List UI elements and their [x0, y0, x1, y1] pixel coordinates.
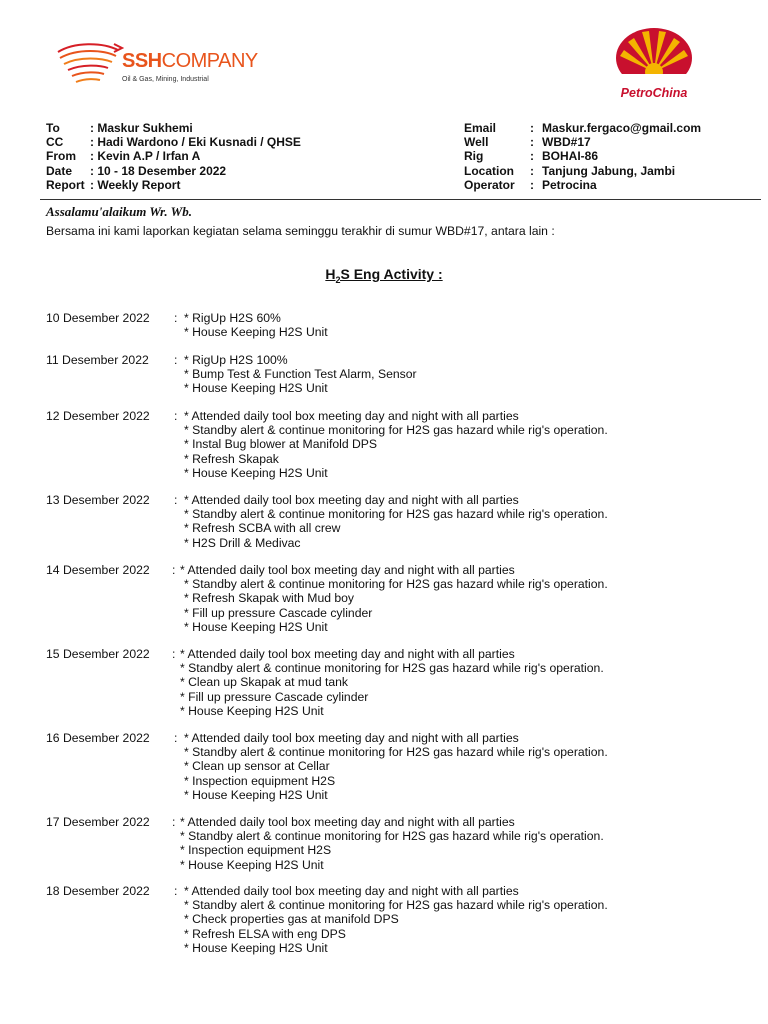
- activity-item: * Fill up pressure Cascade cylinder: [184, 605, 373, 620]
- activity-item: * Standby alert & continue monitoring for H2S gas hazard while rig's operation.: [180, 829, 604, 844]
- header-field-email: Email : Maskur.fergaco@gmail.com: [464, 121, 702, 135]
- activity-item: * Standby alert & continue monitoring for H2S gas hazard while rig's operation.: [184, 745, 608, 760]
- activity-list: [184, 409, 608, 480]
- day-date: 13 Desember 2022: [46, 493, 150, 507]
- activity-item: * Check properties gas at manifold DPS: [184, 912, 399, 927]
- petrochina-emblem-icon: [612, 28, 696, 88]
- ssh-company-wordmark: SSHCOMPANY: [122, 50, 258, 72]
- activity-item: * House Keeping H2S Unit: [184, 787, 328, 802]
- header-field-operator: Operator : Petrocina: [464, 177, 597, 192]
- activity-list: [180, 815, 604, 872]
- activity-item: * Refresh ELSA with eng DPS: [184, 926, 346, 941]
- activity-item: * Attended daily tool box meeting day and night with all parties: [180, 563, 515, 577]
- activity-list: [184, 493, 608, 550]
- activity-item: * Inspection equipment H2S: [180, 843, 332, 858]
- activity-item: * RigUp H2S 60%: [184, 311, 281, 325]
- activity-item: * Inspection equipment H2S: [184, 773, 336, 788]
- activity-item: * Attended daily tool box meeting day and night with all parties: [184, 493, 519, 507]
- activity-item: * House Keeping H2S Unit: [184, 619, 328, 634]
- header-field-date: Date : 10 - 18 Desember 2022: [46, 163, 227, 178]
- day-date: 14 Desember 2022: [46, 563, 150, 577]
- header-field-rig: Rig : BOHAI-86: [464, 149, 599, 164]
- activity-item: * Refresh SCBA with all crew: [184, 521, 341, 536]
- activity-item: * Attended daily tool box meeting day and night with all parties: [180, 815, 515, 829]
- activity-item: * Bump Test & Function Test Alarm, Sensor: [184, 367, 417, 382]
- activity-item: * Attended daily tool box meeting day and night with all parties: [180, 647, 515, 661]
- activity-item: * Standby alert & continue monitoring for H2S gas hazard while rig's operation.: [184, 577, 608, 592]
- activity-list: [184, 311, 328, 339]
- activity-item: * House Keeping H2S Unit: [184, 940, 328, 955]
- header-field-location: Location : Tanjung Jabung, Jambi: [464, 163, 676, 178]
- swirl-icon: [52, 38, 124, 94]
- day-date: 17 Desember 2022: [46, 815, 150, 829]
- greeting: Assalamu'alaikum Wr. Wb.: [46, 204, 192, 219]
- day-date: 18 Desember 2022: [46, 884, 150, 898]
- intro-text: Bersama ini kami laporkan kegiatan selama seminggu terakhir di sumur WBD#17, antara lain :: [46, 224, 555, 238]
- activity-item: * RigUp H2S 100%: [184, 353, 288, 367]
- day-date: 15 Desember 2022: [46, 647, 150, 661]
- day-date: 11 Desember 2022: [46, 353, 149, 367]
- activity-item: * House Keeping H2S Unit: [184, 465, 328, 480]
- activity-item: * Clean up sensor at Cellar: [184, 759, 330, 774]
- activity-item: * House Keeping H2S Unit: [184, 381, 328, 396]
- activity-list: [180, 647, 604, 718]
- day-date: 12 Desember 2022: [46, 409, 150, 423]
- activity-item: * H2S Drill & Medivac: [184, 535, 301, 550]
- activity-item: * Attended daily tool box meeting day and night with all parties: [184, 884, 519, 898]
- petrochina-wordmark: PetroChina: [620, 86, 688, 100]
- activity-item: * Standby alert & continue monitoring for H2S gas hazard while rig's operation.: [184, 898, 608, 913]
- activity-item: * House Keeping H2S Unit: [180, 703, 324, 718]
- activity-item: * House Keeping H2S Unit: [184, 325, 328, 340]
- section-title: $H_2S$ Eng Activity :: [325, 266, 443, 285]
- activity-item: * Attended daily tool box meeting day and night with all parties: [184, 731, 519, 745]
- day-date: 10 Desember 2022: [46, 311, 150, 325]
- activity-item: * Refresh Skapak: [184, 451, 279, 466]
- activity-item: * Standby alert & continue monitoring for H2S gas hazard while rig's operation.: [184, 507, 608, 522]
- header-field-report: Report : Weekly Report: [46, 177, 181, 192]
- header-right-fields: [464, 121, 701, 192]
- activity-item: * Refresh Skapak with Mud boy: [184, 591, 355, 606]
- ssh-company-logo: [52, 38, 258, 94]
- activity-list: [184, 884, 608, 955]
- activity-item: * Standby alert & continue monitoring for H2S gas hazard while rig's operation.: [184, 423, 608, 438]
- activity-item: * Clean up Skapak at mud tank: [180, 675, 349, 690]
- activity-item: * Attended daily tool box meeting day and night with all parties: [184, 409, 519, 423]
- ssh-company-tagline: Oil & Gas, Mining, Industrial: [122, 76, 209, 83]
- header-field-to: To : Maskur Sukhemi: [46, 121, 193, 135]
- activity-item: * Instal Bug blower at Manifold DPS: [184, 437, 378, 452]
- activity-list: [184, 731, 608, 802]
- activity-item: * Fill up pressure Cascade cylinder: [180, 689, 369, 704]
- petrochina-logo: [602, 28, 706, 106]
- activity-list: [184, 353, 417, 396]
- header-field-from: From : Kevin A.P / Irfan A: [46, 149, 201, 164]
- header-field-well: Well : WBD#17: [464, 135, 591, 150]
- activity-item: * Standby alert & continue monitoring for H2S gas hazard while rig's operation.: [180, 661, 604, 676]
- day-date: 16 Desember 2022: [46, 731, 150, 745]
- header-divider: [40, 199, 761, 200]
- header-field-cc: CC : Hadi Wardono / Eki Kusnadi / QHSE: [46, 135, 301, 150]
- header-left-fields: [46, 121, 301, 192]
- activity-item: * House Keeping H2S Unit: [180, 857, 324, 872]
- activity-list: [180, 563, 608, 634]
